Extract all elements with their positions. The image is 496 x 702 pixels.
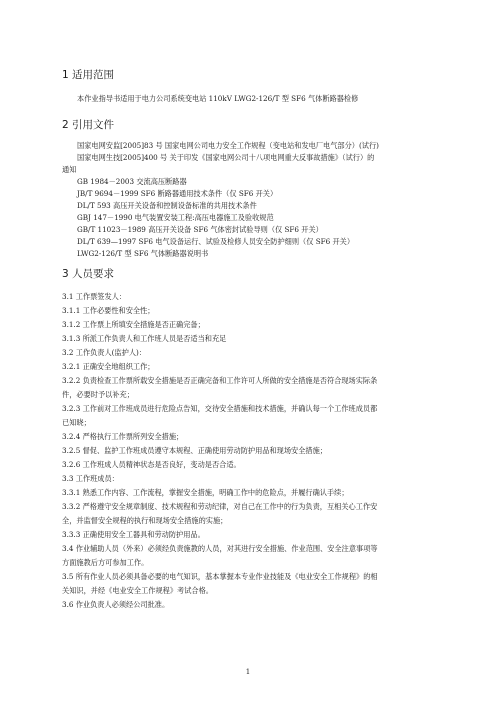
clause-line: 3.6 作业负责人必须经公司批准。 [62,600,170,609]
page-number: 1 [245,668,251,676]
section-2-heading: 2 引用文件 [62,119,115,131]
section-3-heading: 3 人员要求 [62,268,115,280]
section-1-heading: 1 适用范围 [62,69,115,81]
clause-line: 3.2.4 严格执行工作票所列安全措施； [62,432,184,441]
standard-item: DL/T 639—1997 SF6 电气设备运行、试验及检修人员安全防护细则（仅 SF6 开关） [77,237,355,246]
clause-line: 3.4 作业辅助人员（外来）必须经负责施教的人员，对其进行安全措施、作业范围、安全注意事项等 [62,544,378,553]
clause-line: 3.5 所有作业人员必须具备必要的电气知识，基本掌握本专业作业技能及《电业安全工作规程》的相 [62,572,378,581]
clause-line: 3.2 工作负责人(监护人)： [62,348,147,357]
standard-item: GBJ 147－1990 电气装置安装工程:高压电器施工及验收规范 [77,213,274,222]
clause-line: 3.2.3 工作前对工作班成员进行危险点告知，交待安全措施和技术措施，并确认每一个工作班成员都 [62,404,378,413]
clause-line: 件，必要时予以补充； [62,390,134,399]
clause-line: 3.3.1 熟悉工作内容、工作流程，掌握安全措施，明确工作中的危险点，并履行确认手续； [62,488,349,497]
reference-line: 国家电网安监[2005]83 号 国家电网公司电力安全工作规程（变电站和发电厂电气部分）(试行) [77,141,379,150]
clause-line: 3.1.3 所派工作负责人和工作班人员是否适当和充足 [62,334,227,343]
clause-line: 关知识，并经《电业安全工作规程》考试合格。 [62,586,213,595]
clause-line: 3.3.3 正确使用安全工器具和劳动防护用品。 [62,530,205,539]
standard-item: GB 1984－2003 交流高压断路器 [77,177,187,186]
standard-item: GB/T 11023－1989 高压开关设备 SF6 气体密封试验导则（仅 SF6 开关） [77,225,323,234]
clause-line: 3.1.2 工作票上所填安全措施是否正确完备； [62,320,205,329]
standard-item: JB/T 9694－1999 SF6 断路器通用技术条件（仅 SF6 开关） [77,189,278,198]
reference-line: 通知 [62,165,77,174]
clause-line: 全，并监督安全规程的执行和现场安全措施的实施； [62,516,228,525]
reference-line: 国家电网生技[2005]400 号 关于印发《国家电网公司十八项电网重大反事故措施》（试行）的 [77,153,375,162]
clause-line: 3.3.2 严格遵守安全规章制度、技术规程和劳动纪律，对自己在工作中的行为负责，互相关心工作安 [62,502,378,511]
clause-line: 3.1.1 工作必要性和安全性； [62,306,155,315]
clause-line: 3.3 工作班成员： [62,474,119,483]
clause-line: 3.2.1 正确安全地组织工作； [62,362,155,371]
clause-line: 3.2.5 督促、监护工作班成员遵守本规程、正确使用劳动防护用品和现场安全措施； [62,446,327,455]
clause-line: 3.2.2 负责检查工作票所载安全措施是否正确完备和工作许可人所做的安全措施是否符合现场实际条 [62,376,378,385]
clause-line: 3.2.6 工作班成人员精神状态是否良好，变动是否合适。 [62,460,241,469]
section-1-paragraph: 本作业指导书适用于电力公司系统变电站 110kV LWG2-126/T 型 SF6 气体断路器检修 [77,94,359,103]
clause-line: 方面施教后方可参加工作。 [62,558,149,567]
clause-line: 3.1 工作票签发人： [62,292,127,301]
standard-item: LWG2-126/T 型 SF6 气体断路器说明书 [77,249,209,258]
clause-line: 已知晓； [62,418,91,427]
standard-item: DL/T 593 高压开关设备和控制设备标准的共用技术条件 [77,201,257,210]
